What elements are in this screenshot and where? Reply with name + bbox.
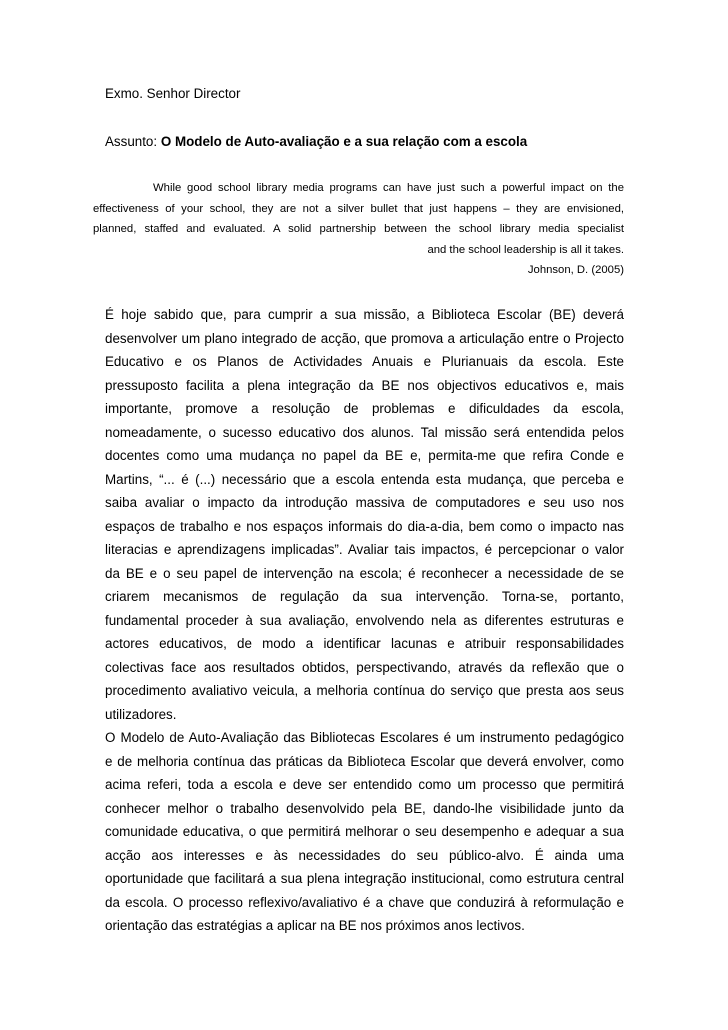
paragraph-line: actores educativos, de modo a identificar lacunas e atribuir responsabilidades [105, 636, 624, 651]
paragraph-line: pressuposto facilita a plena integração da BE nos objectivos educativos e, mais [105, 377, 624, 393]
paragraph-line: Educativo e os Planos de Actividades Anuais e Plurianuais da escola. Este [105, 354, 624, 369]
epigraph-line: While good school library media programs can have just such a powerful impact on the [153, 182, 624, 194]
paragraph-line: desenvolver um plano integrado de acção, que promova a articulação entre o Projecto [105, 330, 624, 346]
paragraph-line: O Modelo de Auto-Avaliação das Bibliotecas Escolares é um instrumento pedagógico [105, 730, 624, 745]
subject-title: O Modelo de Auto-avaliação e a sua relação com a escola [160, 134, 528, 149]
paragraph-line: saiba avaliar o impacto da introdução massiva de computadores e seu uso nos [105, 495, 624, 510]
paragraph-line: criarem mecanismos de regulação da sua intervenção. Torna-se, portanto, [105, 589, 624, 604]
paragraph-line: literacias e aprendizagens implicadas”. Avaliar tais impactos, é percepcionar o valor [105, 542, 624, 557]
paragraph-line: colectivas face aos resultados obtidos, perspectivando, através da reflexão que o [105, 659, 624, 675]
paragraph-line: espaços de trabalho e nos espaços informais do dia-a-dia, bem como o impacto nas [105, 518, 624, 534]
paragraph-line: procedimento avaliativo veicula, a melhoria contínua do serviço que presta aos seus [105, 683, 624, 698]
paragraph-line: acção aos interesses e às necessidades do seu público-alvo. É ainda uma [105, 847, 624, 863]
paragraph-line: oportunidade que facilitará a sua plena integração institucional, como estrutura central [105, 871, 624, 886]
epigraph-line: and the school leadership is all it takes. [427, 243, 624, 256]
epigraph [93, 178, 624, 281]
paragraph-line: conhecer melhor o trabalho desenvolvido pela BE, dando-lhe visibilidade junto da [105, 800, 624, 816]
paragraph-1 [105, 303, 624, 726]
paragraph-line: utilizadores. [105, 706, 177, 722]
paragraph-line: É hoje sabido que, para cumprir a sua missão, a Biblioteca Escolar (BE) deverá [105, 307, 624, 322]
paragraph-2 [105, 726, 624, 938]
paragraph-line: Martins, “... é (...) necessário que a escola entenda esta mudança, que perceba e [105, 471, 624, 487]
paragraph-line: orientação das estratégias a aplicar na BE nos próximos anos lectivos. [105, 918, 525, 933]
salutation: Exmo. Senhor Director [105, 86, 241, 101]
paragraph-line: nomeadamente, o sucesso educativo dos alunos. Tal missão será entendida pelos [105, 424, 624, 440]
subject-label: Assunto: [105, 134, 161, 149]
paragraph-line: acima referi, toda a escola e deve ser entendido como um processo que permitirá [105, 777, 624, 792]
paragraph-line: comunidade educativa, o que permitirá melhorar o seu desempenho e adequar a sua [105, 824, 624, 839]
paragraph-line: importante, promove a resolução de problemas e dificuldades da escola, [105, 401, 624, 416]
epigraph-line: planned, staffed and evaluated. A solid partnership between the school library media specialist [93, 223, 624, 235]
epigraph-citation: Johnson, D. (2005) [527, 264, 624, 276]
epigraph-line: effectiveness of your school, they are not a silver bullet that just happens – they are envisioned, [93, 202, 624, 215]
paragraph-line: da BE e o seu papel de intervenção na escola; é reconhecer a necessidade de se [105, 565, 624, 581]
paragraph-line: e de melhoria contínua das práticas da Biblioteca Escolar que deverá envolver, como [105, 753, 624, 769]
paragraph-line: da escola. O processo reflexivo/avaliativo é a chave que conduzirá à reformulação e [105, 894, 624, 910]
body-text [105, 303, 624, 938]
paragraph-line: fundamental proceder à sua avaliação, envolvendo nela as diferentes estruturas e [105, 612, 624, 628]
paragraph-line: docentes como uma mudança no papel da BE e, permita-me que refira Conde e [105, 448, 624, 463]
subject-line [105, 132, 527, 152]
